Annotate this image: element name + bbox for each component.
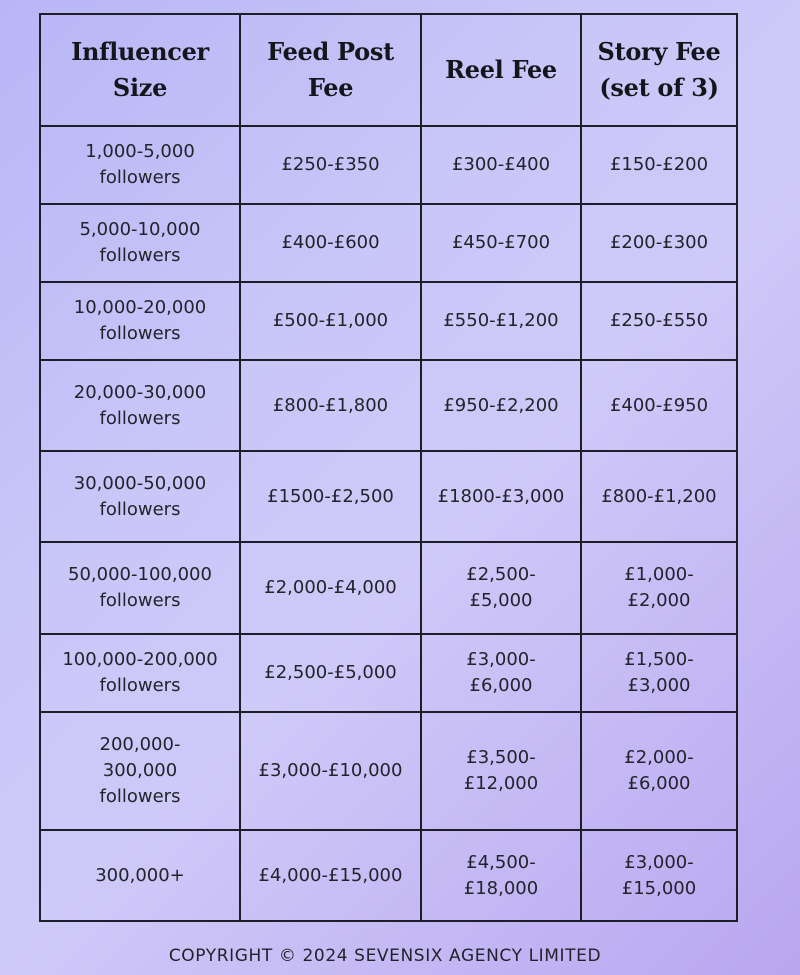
reel-fee-cell: £300-£400: [421, 126, 581, 204]
story-fee-cell: £1,500- £3,000: [581, 634, 737, 712]
story-fee-cell: £200-£300: [581, 204, 737, 282]
feed-post-fee-cell: £800-£1,800: [240, 360, 421, 451]
story-fee-cell: £150-£200: [581, 126, 737, 204]
table-row: [40, 204, 737, 282]
influencer-size-cell: 30,000-50,000 followers: [40, 451, 240, 542]
feed-post-fee-cell: £2,500-£5,000: [240, 634, 421, 712]
header-influencer-size: Influencer Size: [40, 14, 240, 126]
influencer-size-cell: 5,000-10,000 followers: [40, 204, 240, 282]
table-row: [40, 282, 737, 360]
table-header-row: [40, 14, 737, 126]
reel-fee-cell: £1800-£3,000: [421, 451, 581, 542]
influencer-size-cell: 100,000-200,000 followers: [40, 634, 240, 712]
table-row: [40, 360, 737, 451]
influencer-size-cell: 50,000-100,000 followers: [40, 542, 240, 634]
influencer-size-cell: 10,000-20,000 followers: [40, 282, 240, 360]
copyright-notice: COPYRIGHT © 2024 SEVENSIX AGENCY LIMITED: [168, 946, 602, 966]
reel-fee-cell: £3,000- £6,000: [421, 634, 581, 712]
table-row: [40, 126, 737, 204]
influencer-size-cell: 200,000- 300,000 followers: [40, 712, 240, 830]
story-fee-cell: £3,000- £15,000: [581, 830, 737, 921]
header-feed-post-fee: Feed Post Fee: [240, 14, 421, 126]
influencer-size-cell: 1,000-5,000 followers: [40, 126, 240, 204]
story-fee-cell: £400-£950: [581, 360, 737, 451]
story-fee-cell: £250-£550: [581, 282, 737, 360]
feed-post-fee-cell: £500-£1,000: [240, 282, 421, 360]
feed-post-fee-cell: £1500-£2,500: [240, 451, 421, 542]
reel-fee-cell: £950-£2,200: [421, 360, 581, 451]
influencer-fee-table: [39, 13, 738, 922]
header-reel-fee: Reel Fee: [421, 14, 581, 126]
table-row: [40, 712, 737, 830]
feed-post-fee-cell: £2,000-£4,000: [240, 542, 421, 634]
influencer-size-cell: 20,000-30,000 followers: [40, 360, 240, 451]
table-row: [40, 542, 737, 634]
feed-post-fee-cell: £3,000-£10,000: [240, 712, 421, 830]
reel-fee-cell: £4,500- £18,000: [421, 830, 581, 921]
reel-fee-cell: £2,500- £5,000: [421, 542, 581, 634]
table-row: [40, 451, 737, 542]
story-fee-cell: £2,000- £6,000: [581, 712, 737, 830]
feed-post-fee-cell: £400-£600: [240, 204, 421, 282]
reel-fee-cell: £550-£1,200: [421, 282, 581, 360]
feed-post-fee-cell: £4,000-£15,000: [240, 830, 421, 921]
reel-fee-cell: £3,500- £12,000: [421, 712, 581, 830]
story-fee-cell: £800-£1,200: [581, 451, 737, 542]
story-fee-cell: £1,000- £2,000: [581, 542, 737, 634]
table-row: [40, 830, 737, 921]
header-story-fee: Story Fee (set of 3): [581, 14, 737, 126]
reel-fee-cell: £450-£700: [421, 204, 581, 282]
feed-post-fee-cell: £250-£350: [240, 126, 421, 204]
influencer-size-cell: 300,000+: [40, 830, 240, 921]
table-row: [40, 634, 737, 712]
